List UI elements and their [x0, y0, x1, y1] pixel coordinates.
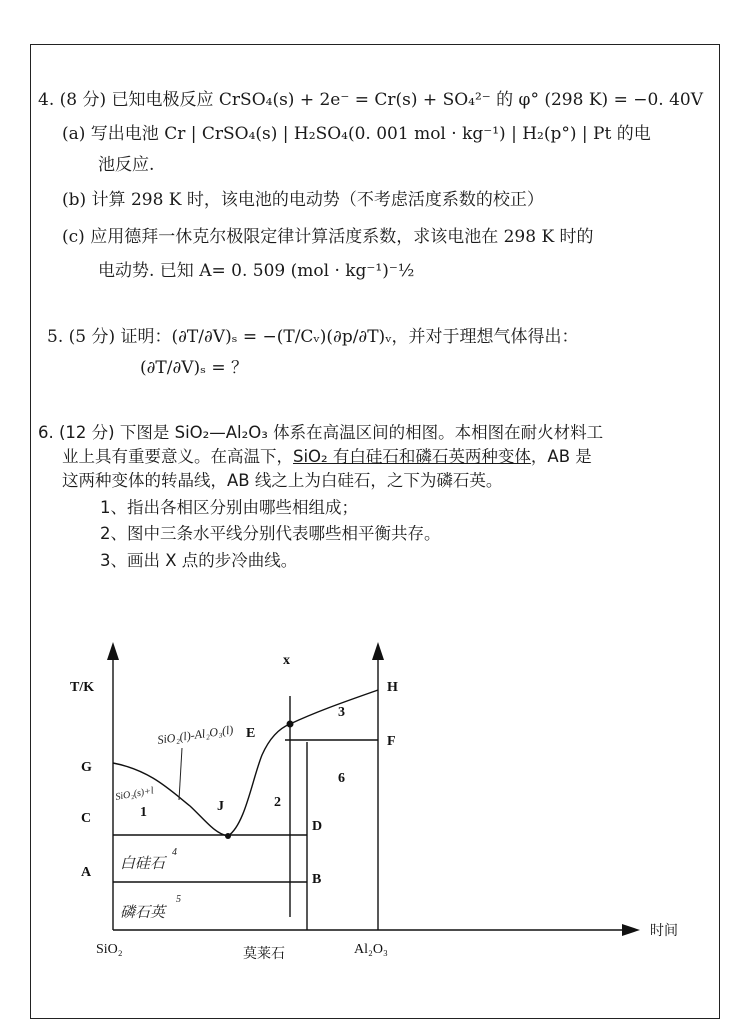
point-D: D — [312, 819, 323, 834]
right-end-label: Al₂O₃ — [354, 942, 388, 957]
q5-line1: 5. (5 分) 证明：(∂T/∂V)ₛ = −(T/Cᵥ)(∂p/∂T)ᵥ，并对于理想气体得出： — [47, 327, 579, 347]
point-intersect — [287, 721, 294, 728]
q4-part-a-line2: 池反应. — [98, 155, 155, 175]
region-3: 3 — [338, 705, 345, 720]
hand-note-band5: 磷石英 — [120, 905, 166, 921]
hand-note-band4: 白硅石 — [120, 856, 166, 872]
time-axis-arrow — [622, 924, 640, 936]
region-6: 6 — [338, 771, 345, 786]
hand-note-band4-num: 4 — [172, 847, 177, 858]
eutectic-point — [225, 833, 231, 839]
q4-part-c-line1: (c) 应用德拜一休克尔极限定律计算活度系数，求该电池在 298 K 时的 — [62, 227, 594, 247]
q4-part-a-line1: (a) 写出电池 Cr | CrSO₄(s) | H₂SO₄(0. 001 mol · kg⁻¹) | H₂(p°) | Pt 的电 — [62, 124, 651, 144]
liquidus-middle — [228, 724, 290, 836]
q6-line1: 6. (12 分) 下图是 SiO₂—Al₂O₃ 体系在高温区间的相图。本相图在耐火材料工 — [38, 423, 604, 442]
q4-part-b: (b) 计算 298 K 时，该电池的电动势（不考虑活度系数的校正） — [62, 190, 544, 210]
q4-header: 4. (8 分) 已知电极反应 CrSO₄(s) + 2e⁻ = Cr(s) + SO₄²⁻ 的 φ° (298 K) = −0. 40V — [38, 90, 704, 110]
point-F: F — [387, 734, 396, 749]
q6-line3: 这两种变体的转晶线，AB 线之上为白硅石，之下为磷石英。 — [62, 471, 503, 490]
left-end-label: SiO₂ — [96, 942, 123, 957]
hand-note-region1: SiO₂(s)+l — [114, 785, 155, 803]
q6-item1: 1、指出各相区分别由哪些相组成； — [100, 498, 358, 517]
point-A: A — [81, 865, 92, 880]
point-J: J — [217, 799, 224, 814]
time-axis-label: 时间 — [650, 924, 678, 939]
y-axis-label: T/K — [70, 680, 95, 695]
region-2: 2 — [274, 795, 281, 810]
q6-line2-underlined: SiO₂ 有白硅石和磷石英两种变体 — [293, 447, 531, 466]
liquidus-right — [290, 690, 378, 724]
middle-label: 莫莱石 — [243, 947, 285, 962]
point-B: B — [312, 872, 322, 887]
point-G: G — [81, 760, 92, 775]
region-1: 1 — [140, 805, 147, 820]
q5-line2: (∂T/∂V)ₛ = ？ — [140, 358, 248, 378]
q4-part-c-line2: 电动势. 已知 A= 0. 509 (mol · kg⁻¹)⁻½ — [98, 261, 415, 281]
q6-item3: 3、画出 X 点的步冷曲线。 — [100, 551, 298, 570]
q6-line2-pre: 业上具有重要意义。在高温下， — [62, 447, 293, 466]
point-E: E — [246, 726, 256, 741]
hand-note-band5-num: 5 — [176, 894, 181, 905]
hand-note-liquid: SiO₂(l)-Al₂O₃(l) — [156, 722, 235, 747]
q6-line2-post: ，AB 是 — [530, 447, 592, 466]
hand-pointer-line — [179, 748, 182, 800]
point-H: H — [387, 680, 398, 695]
left-axis-arrow — [107, 642, 119, 660]
q6-item2: 2、图中三条水平线分别代表哪些相平衡共存。 — [100, 524, 441, 543]
point-C: C — [81, 811, 92, 826]
x-composition-label: x — [283, 653, 290, 668]
right-axis-arrow — [372, 642, 384, 660]
